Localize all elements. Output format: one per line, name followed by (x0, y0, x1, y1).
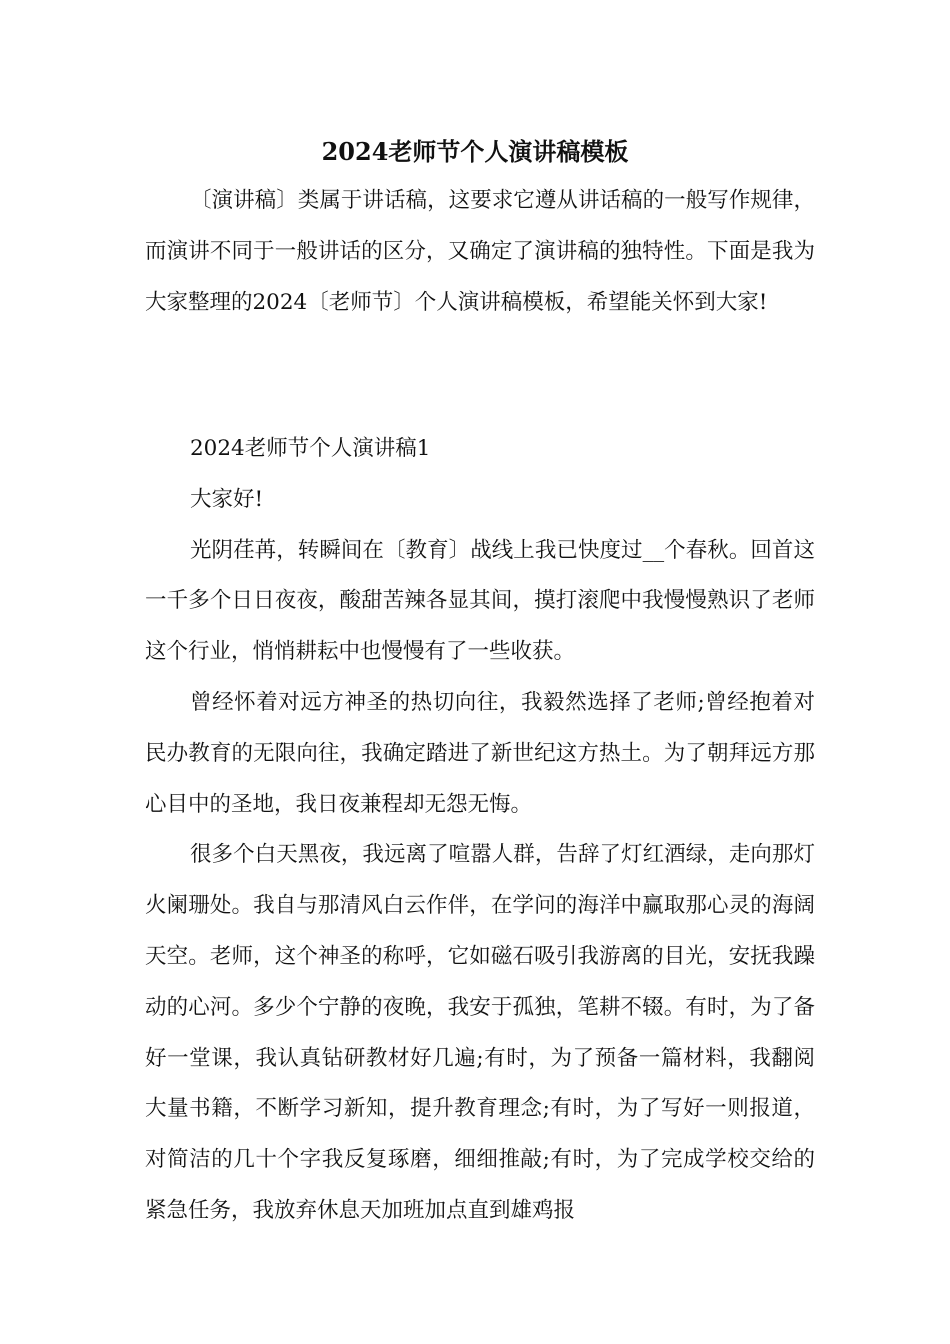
speech-section (145, 424, 815, 1237)
intro-text: 〔演讲稿〕类属于讲话稿，这要求它遵从讲话稿的一般写作规律，而演讲不同于一般讲话的区分，又确定了演讲稿的独特性。下面是我为大家整理的2024〔老师节〕个人演讲稿模板，希望能关怀到大家! (145, 188, 815, 315)
body-paragraph-1: 光阴荏苒，转瞬间在〔教育〕战线上我已快度过__个春秋。回首这一千多个日日夜夜，酸甜苦辣各显其间，摸打滚爬中我慢慢熟识了老师这个行业，悄悄耕耘中也慢慢有了一些收获。 (145, 537, 815, 665)
body-paragraph-3: 很多个白天黑夜，我远离了喧嚣人群，告辞了灯红酒绿，走向那灯火阑珊处。我自与那清风白云作伴，在学问的海洋中赢取那心灵的海阔天空。老师，这个神圣的称呼，它如磁石吸引我游离的目光，安抚我躁动的心河。多少个宁静的夜晚，我安于孤独，笔耕不辍。有时，为了备好一堂课，我认真钻研教材好几遍;有时，为了预备一篇材料，我翻阅大量书籍，不断学习新知，提升教育理念;有时，为了写好一则报道，对简洁的几十个字我反复琢磨，细细推敲;有时，为了完成学校交给的紧急任务，我放弃休息天加班加点直到雄鸡报 (145, 842, 815, 1223)
section-heading: 2024老师节个人演讲稿1 (190, 436, 431, 461)
intro-paragraph (145, 176, 815, 328)
greeting: 大家好! (190, 486, 264, 512)
body-paragraph-2: 曾经怀着对远方神圣的热切向往，我毅然选择了老师;曾经抱着对民办教育的无限向往，我确定踏进了新世纪这方热土。为了朝拜远方那心目中的圣地，我日夜兼程却无怨无悔。 (145, 689, 815, 817)
document-title: 2024老师节个人演讲稿模板 (321, 137, 629, 166)
